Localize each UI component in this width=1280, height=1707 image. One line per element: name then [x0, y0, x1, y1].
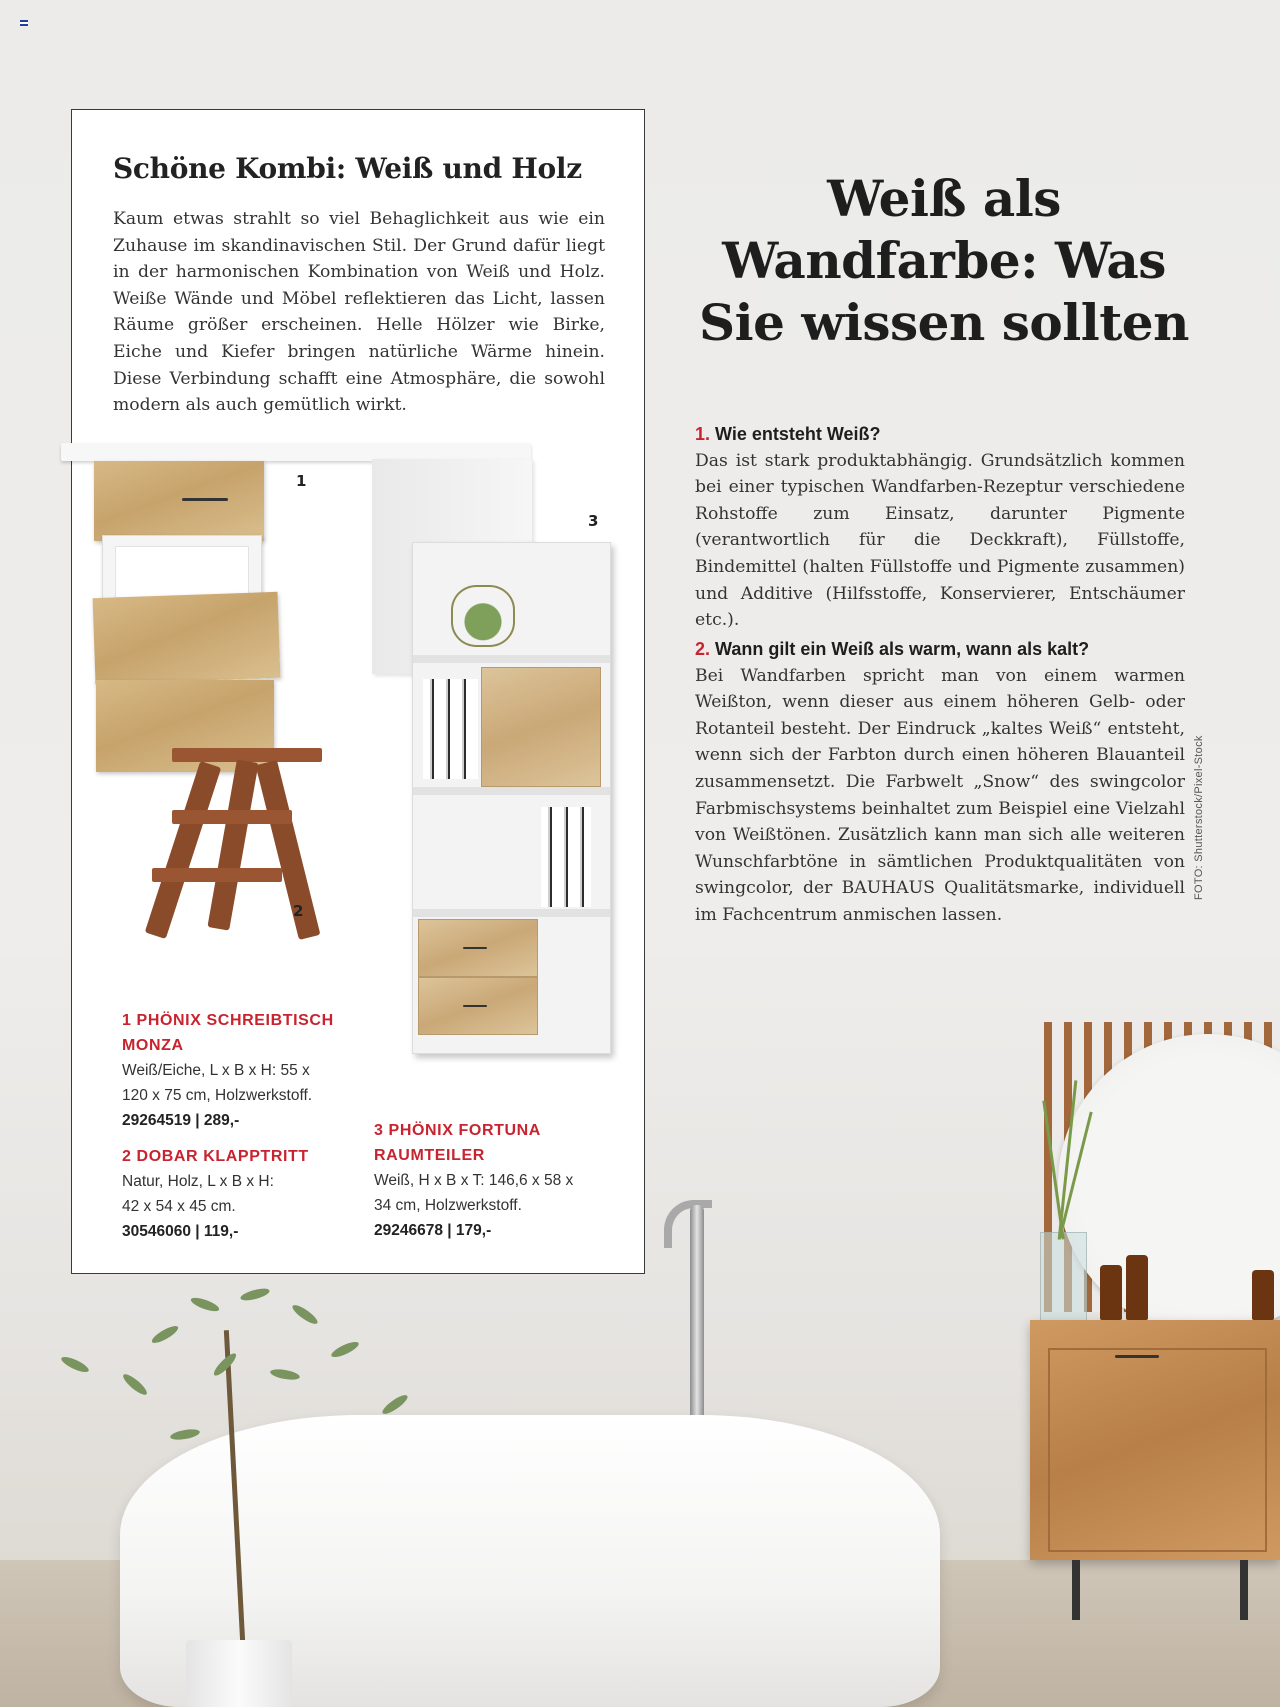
product-marker-3: 3 [588, 512, 599, 530]
question [695, 636, 1185, 663]
product-description: Weiß, H x B x T: 146,6 x 58 x [374, 1172, 574, 1189]
answer-text: Das ist stark produktabhängig. Grundsätzlich kommen bei einer typischen Wandfarben-Rezeptur verschiedene Rohstoffe zum Einsatz, darunter Pigmente (verantwortlich für die Deckkraft), Füllstoffe, Bindemittel (halten Füllstoffe und Pigmente zusammen) und Additive (Hilfsstoffe, Konservierer, Entschäumer etc.). [695, 450, 1185, 631]
books [423, 679, 478, 779]
product-description: Natur, Holz, L x B x H: [122, 1173, 274, 1190]
stool-leg [256, 760, 321, 940]
box-body-text: Kaum etwas strahlt so viel Behaglichkeit aus wie ein Zuhause im skandinavischen Stil. Der Grund dafür liegt in der harmonischen Kombination von Weiß und Holz. Weiße Wände und Möbel reflektieren das Licht, lassen Räume größer erscheinen. Helle Hölzer wie Birke, Eiche und Kiefer bringen natürliche Wärme hinein. Diese Verbindung schafft eine Atmosphäre, die sowohl modern als auch gemütlich wirkt. [113, 209, 605, 416]
question-text: Wann gilt ein Weiß als warm, wann als kalt? [715, 639, 1090, 659]
product-name: MONZA [122, 1037, 184, 1054]
product-description: 34 cm, Holzwerkstoff. [374, 1197, 522, 1214]
drawer-handle [463, 947, 487, 949]
bottle [1126, 1255, 1148, 1320]
product-description: Weiß/Eiche, L x B x H: 55 x [122, 1062, 310, 1079]
bottle [1252, 1270, 1274, 1320]
shelf-door [481, 667, 601, 787]
question [695, 421, 1185, 448]
box-title: Schöne Kombi: Weiß und Holz [113, 152, 582, 185]
product-price: 30546060 | 119,- [122, 1223, 239, 1240]
language-flag-icon [20, 20, 28, 26]
product-price: 29264519 | 289,- [122, 1112, 240, 1129]
drawer-handle [463, 1005, 487, 1007]
product-marker-2: 2 [293, 902, 304, 920]
shelf-board [413, 787, 610, 795]
product-name: 2 DOBAR KLAPPTRITT [122, 1148, 309, 1165]
product-marker-1: 1 [296, 472, 307, 490]
answer-text: Bei Wandfarben spricht man von einem warmen Weißton, wenn dieser aus einem höheren Gelb- oder Rotanteil besteht. Der Eindruck „kaltes Weiß“ entsteht, wenn sich der Farbton durch einen höheren Blauanteil zusammensetzt. Die Farbwelt „Snow“ des swingcolor Farbmischsystems beinhaltet zum Beispiel eine Vielzahl von Weißtönen. Zusätzlich kann man sich alle weiteren Wunschfarbtöne in sämtlichen Produktqualitäten von swingcolor, der BAUHAUS Qualitätsmarke, individuell im Fachcentrum anmischen lassen. [695, 665, 1185, 925]
bottle [1100, 1265, 1122, 1320]
qa-section-2 [695, 636, 1185, 929]
article-headline: Weiß als Wandfarbe: Was Sie wissen sollten [699, 169, 1189, 352]
product-2 [122, 1144, 309, 1244]
qa-section-1 [695, 421, 1185, 634]
stool-top [172, 748, 322, 762]
room-divider-shelf [412, 542, 611, 1054]
product-description: 120 x 75 cm, Holzwerkstoff. [122, 1087, 313, 1104]
books [541, 807, 591, 907]
product-name: 1 PHÖNIX SCHREIBTISCH [122, 1012, 334, 1029]
plant-pot [186, 1640, 292, 1707]
glass-vase [1040, 1232, 1087, 1322]
terrarium-plant [451, 585, 515, 647]
info-box [71, 109, 645, 1274]
product-1 [122, 1008, 334, 1133]
product-name: 3 PHÖNIX FORTUNA [374, 1122, 541, 1139]
desk-drawer [94, 461, 264, 541]
drawer-handle [182, 498, 228, 501]
faucet [690, 1205, 704, 1420]
question-text: Wie entsteht Weiß? [715, 424, 881, 444]
product-name: RAUMTEILER [374, 1147, 485, 1164]
shelf-board [413, 655, 610, 663]
desk-cube-wood [93, 592, 281, 684]
cabinet-leg [1072, 1560, 1080, 1620]
cabinet-handle [1115, 1355, 1159, 1358]
product-description: 42 x 54 x 45 cm. [122, 1198, 236, 1215]
product-price: 29246678 | 179,- [374, 1222, 492, 1239]
cabinet-leg [1240, 1560, 1248, 1620]
question-number: 2. [695, 639, 711, 659]
shelf-board [413, 909, 610, 917]
stool-step [172, 810, 292, 824]
product-3 [374, 1118, 573, 1243]
stool-step [152, 868, 282, 882]
photo-credit: FOTO: Shutterstock/Pixel-Stock [1193, 735, 1205, 900]
question-number: 1. [695, 424, 711, 444]
